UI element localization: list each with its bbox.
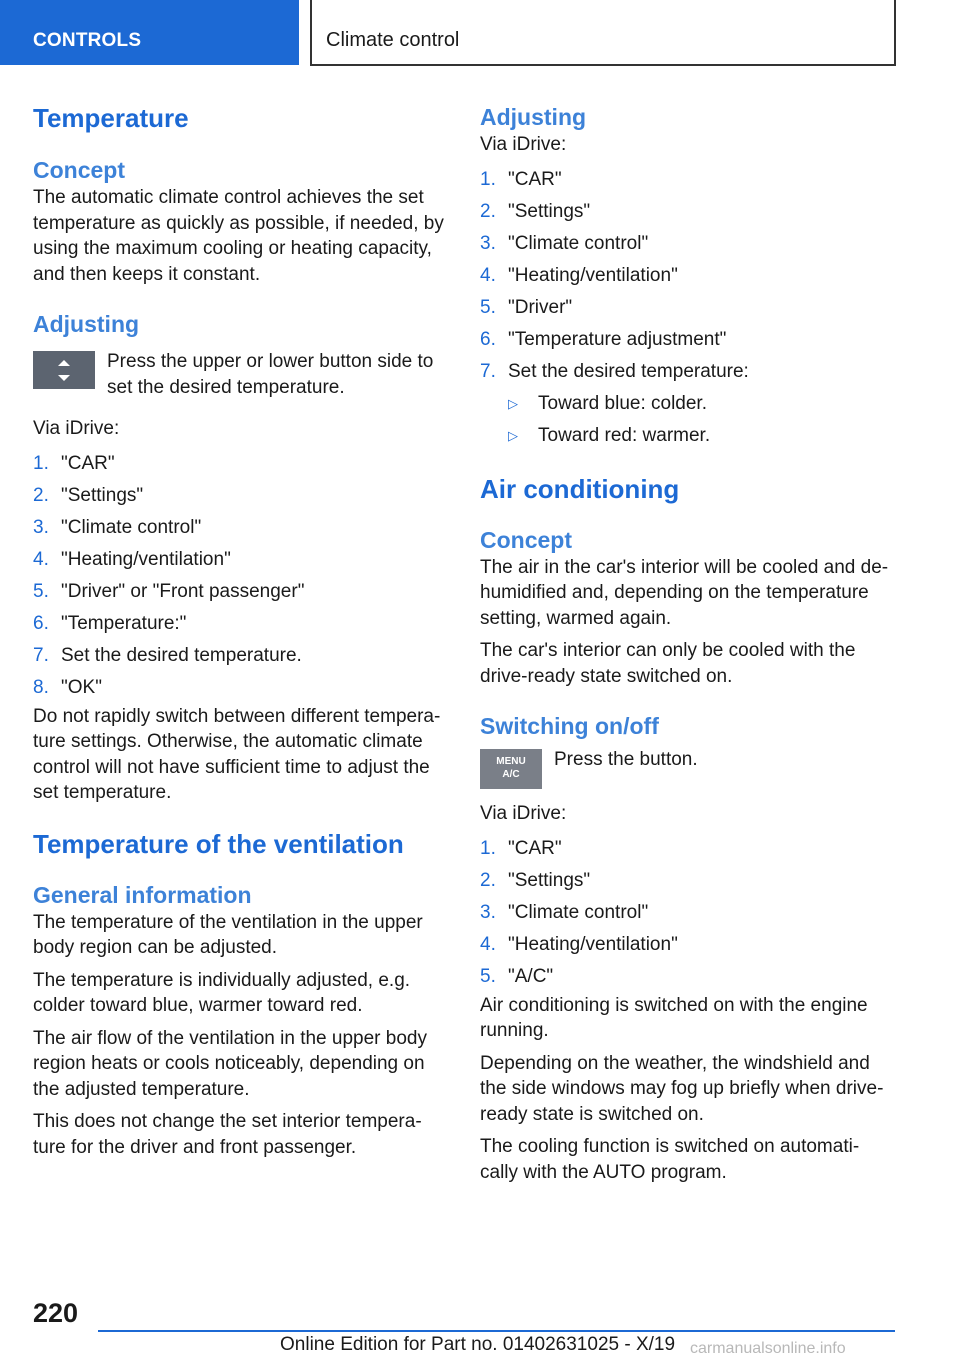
heading-switching: Switching on/off: [480, 713, 659, 739]
list-item: 2. "Settings": [480, 869, 591, 891]
general-paragraph-1: The temperature of the ventilation in the upper body region can be adjusted.: [33, 911, 423, 958]
triangle-bullet-icon: ▷: [508, 395, 518, 411]
section-label: CONTROLS: [33, 30, 142, 51]
via-idrive-label: Via iDrive:: [480, 134, 567, 155]
page-number: 220: [33, 1298, 79, 1328]
list-item: 3. "Climate control": [480, 232, 649, 254]
list-item: 4. "Heating/ventilation": [480, 264, 678, 286]
adjust-instruction: Press the upper or lower button side to set the desired temperature.: [107, 351, 434, 398]
list-item: 1. "CAR": [33, 452, 115, 474]
warning-text: Do not rapidly switch between different tempera-ture settings. Otherwise, the automatic climate control will not have sufficient time to adjust the set temperature.: [33, 705, 441, 803]
idrive-steps-list: [480, 164, 895, 388]
adjust-button-row: [33, 349, 448, 400]
heading-concept-ac: Concept: [480, 526, 572, 553]
general-paragraph-3: The air flow of the ventilation in the upper body region heats or cools noticeably, depending on the adjusted temperature.: [33, 1027, 427, 1100]
general-paragraph-4: This does not change the set interior tempera-ture for the driver and front passenger.: [33, 1111, 422, 1158]
temperature-substeps: [480, 388, 895, 452]
list-item: 5. "A/C": [480, 965, 554, 987]
right-column: [480, 100, 895, 1185]
idrive-steps-list-ac: [480, 833, 895, 993]
heading-air-conditioning: Air conditioning: [480, 473, 680, 504]
heading-concept: Concept: [33, 157, 125, 183]
watermark: carmanualsonline.info: [690, 1340, 846, 1357]
edition-text: Online Edition for Part no. 01402631025 - X/19: [280, 1334, 676, 1355]
menu-ac-button-icon: MENU A/C: [480, 749, 542, 789]
triangle-bullet-icon: ▷: [508, 427, 518, 443]
list-item: 7. Set the desired temperature.: [33, 644, 302, 666]
list-item: 8. "OK": [33, 676, 102, 698]
list-item: ▷ Toward blue: colder.: [480, 388, 895, 420]
footer-divider: [98, 1330, 895, 1332]
heading-temperature: Temperature: [33, 103, 189, 133]
chapter-title: Climate control: [326, 29, 460, 51]
left-column: [33, 100, 448, 1160]
via-idrive-label: Via iDrive:: [480, 803, 567, 824]
heading-general-information: General information: [33, 881, 252, 908]
list-item: ▷ Toward red: warmer.: [480, 420, 895, 452]
fog-paragraph: Depending on the weather, the windshield and the side windows may fog up briefly when drive-ready state is switched on.: [480, 1052, 884, 1125]
general-paragraph-2: The temperature is individually adjusted, e.g. colder toward blue, warmer toward red.: [33, 969, 411, 1016]
list-item: 2. "Settings": [480, 200, 591, 222]
press-button-text: Press the button.: [554, 749, 698, 770]
list-item: 6. "Temperature adjustment": [480, 328, 727, 350]
concept-text: The automatic climate control achieves the set temperature as quickly as possible, if needed, by using the maximum cooling or heating capacity, and then keeps it constant.: [33, 187, 444, 285]
list-item: 3. "Climate control": [33, 516, 202, 538]
up-down-button-icon: [33, 351, 95, 389]
heading-adjusting: Adjusting: [33, 311, 140, 337]
ac-on-paragraph: Air conditioning is switched on with the engine running.: [480, 994, 868, 1041]
via-idrive-label: Via iDrive:: [33, 418, 120, 439]
list-item: 1. "CAR": [480, 168, 562, 190]
ac-button-row: [480, 747, 895, 789]
heading-adjusting-ventilation: Adjusting: [480, 104, 587, 130]
list-item: 7. Set the desired temperature:: [480, 360, 749, 382]
heading-ventilation-temperature: Temperature of the ventilation: [33, 828, 404, 859]
list-item: 1. "CAR": [480, 837, 562, 859]
list-item: 3. "Climate control": [480, 901, 649, 923]
list-item: 5. "Driver" or "Front passenger": [33, 580, 305, 602]
chapter-header: [310, 0, 896, 66]
auto-paragraph: The cooling function is switched on automati-cally with the AUTO program.: [480, 1136, 860, 1183]
list-item: 4. "Heating/ventilation": [33, 548, 231, 570]
ac-concept-paragraph-2: The car's interior can only be cooled with the drive-ready state switched on.: [480, 640, 856, 687]
list-item: 4. "Heating/ventilation": [480, 933, 678, 955]
idrive-steps-list: [33, 448, 448, 704]
list-item: 6. "Temperature:": [33, 612, 187, 634]
list-item: 5. "Driver": [480, 296, 573, 318]
list-item: 2. "Settings": [33, 484, 144, 506]
section-tab: [0, 0, 299, 65]
ac-concept-paragraph-1: The air in the car's interior will be cooled and de-humidified and, depending on the temperature setting, warmed again.: [480, 556, 889, 629]
